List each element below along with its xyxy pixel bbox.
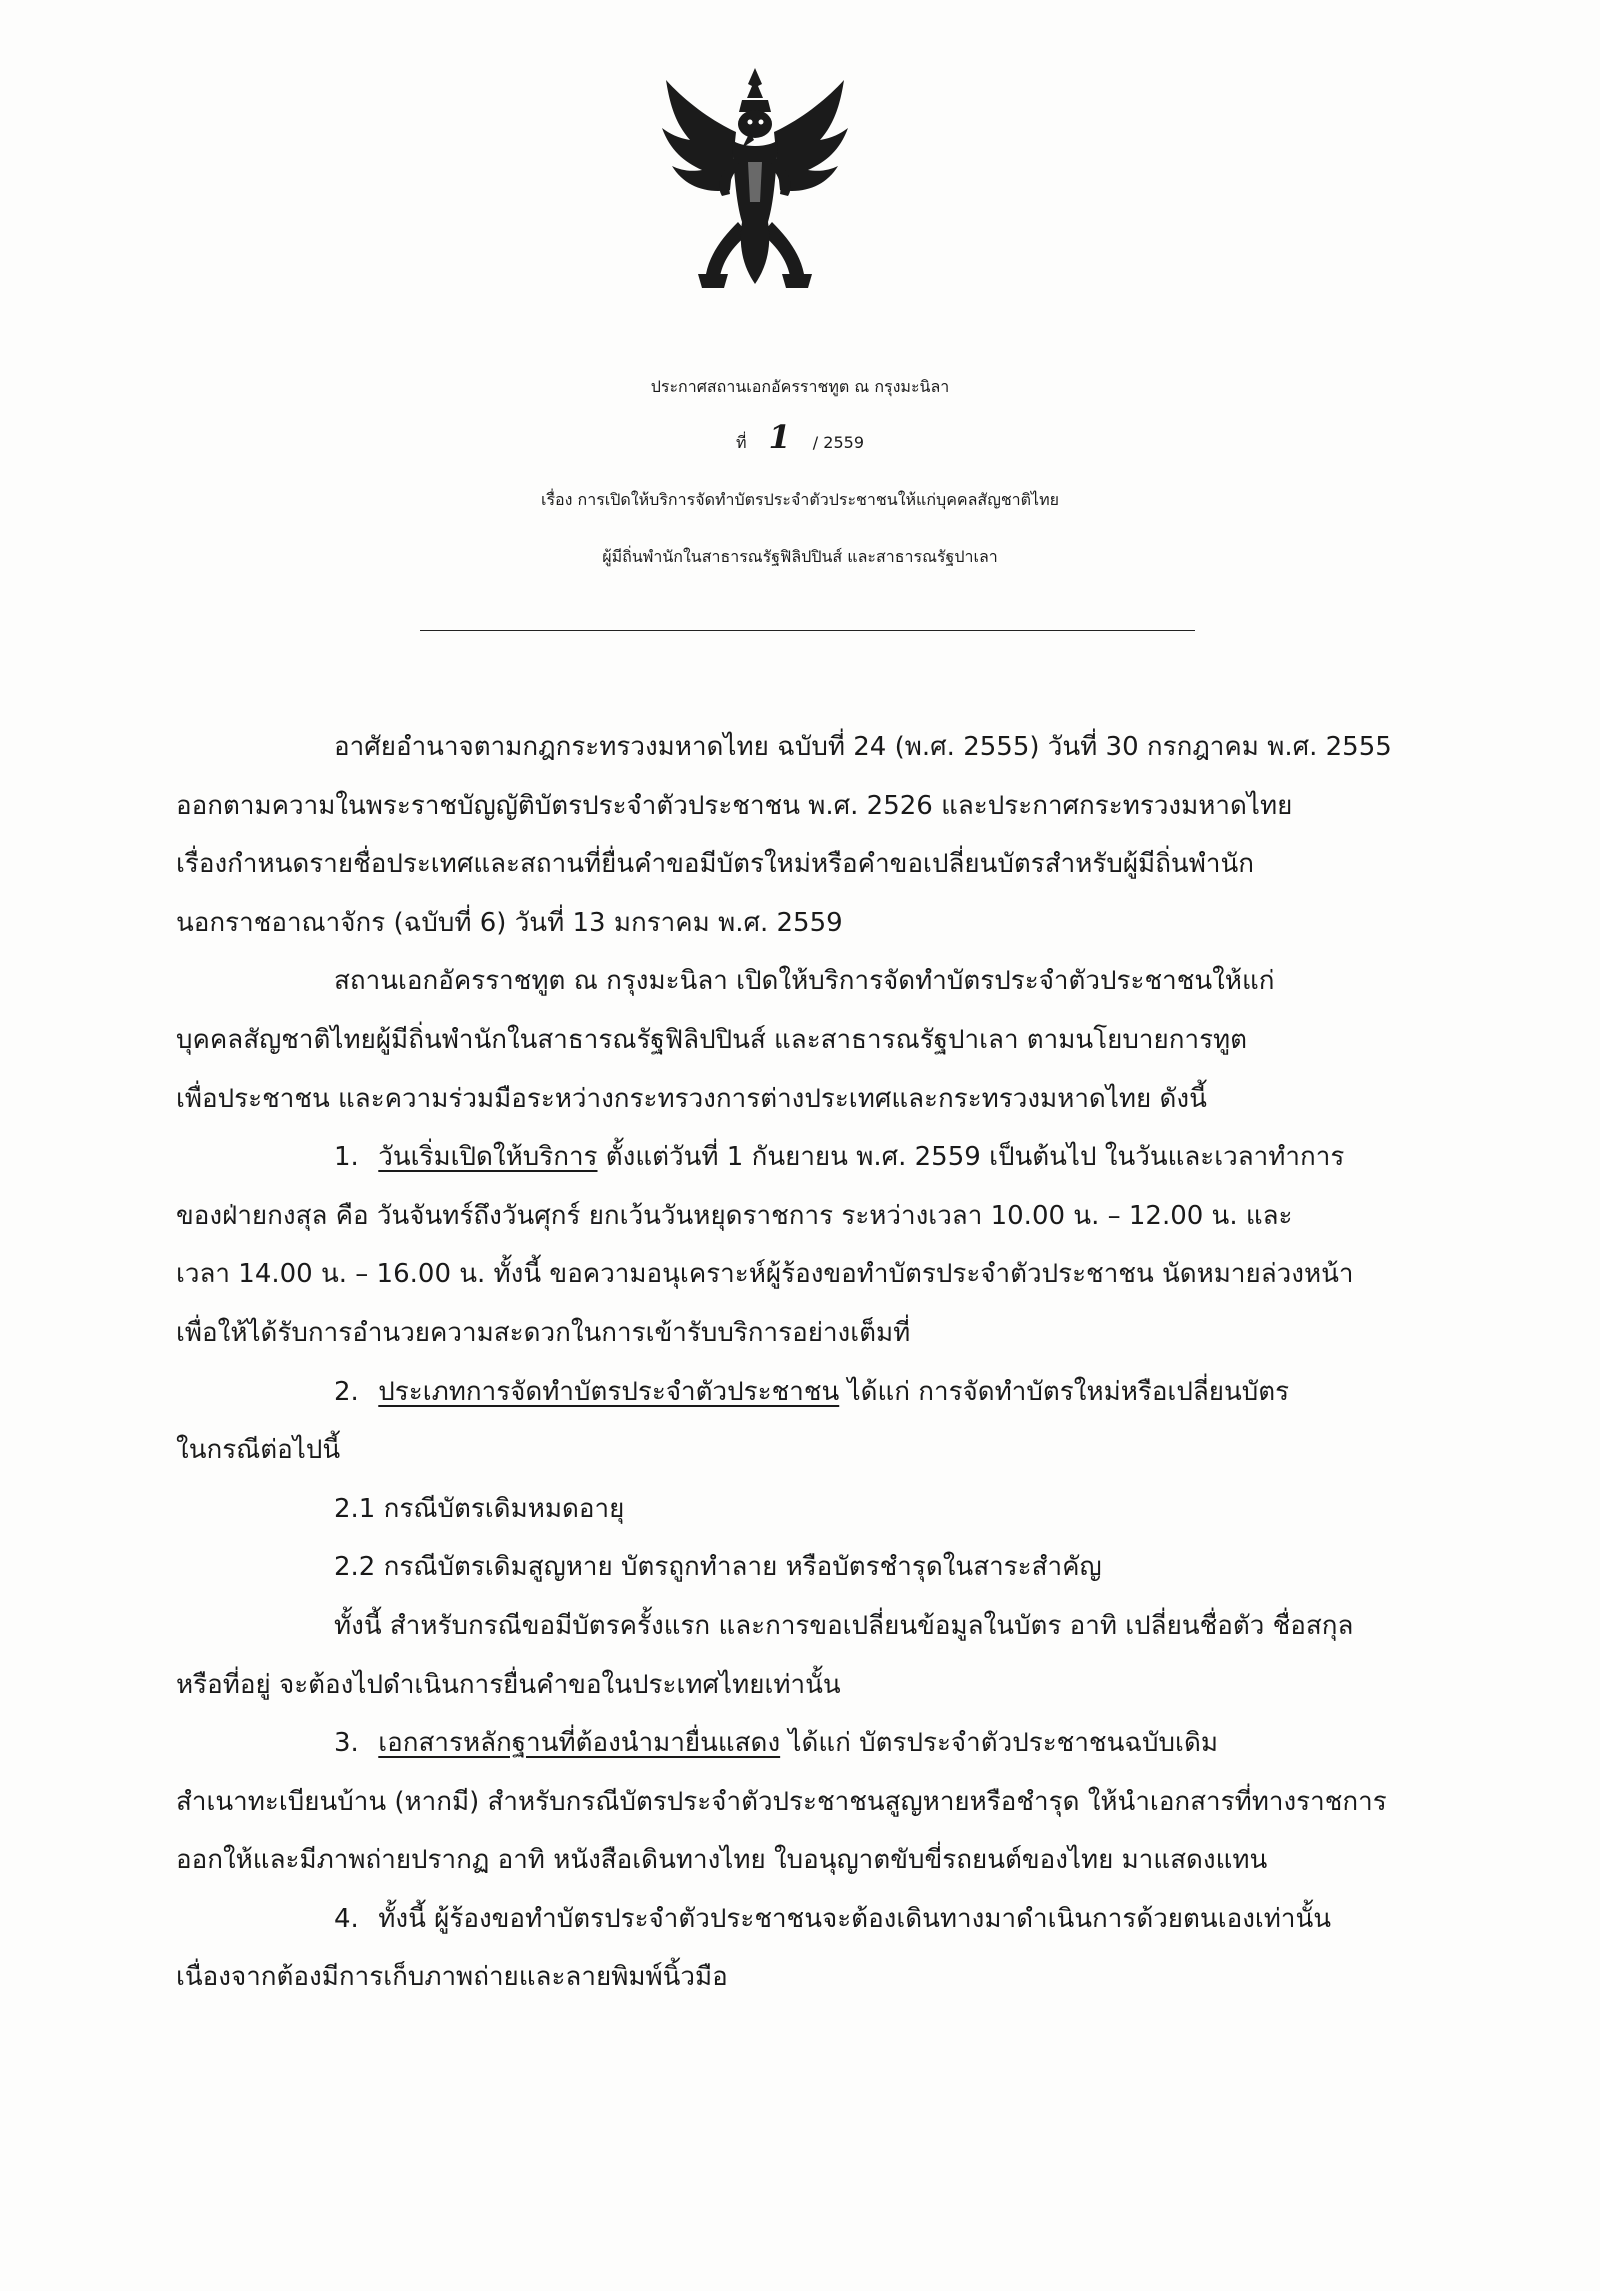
item-number: 4. bbox=[334, 1903, 359, 1934]
paragraph-line: เนื่องจากต้องมีการเก็บภาพถ่ายและลายพิมพ์นิ้วมือ bbox=[176, 1962, 728, 1993]
title-divider bbox=[420, 630, 1195, 631]
list-item bbox=[176, 1128, 1446, 1187]
item-title: เอกสารหลักฐานที่ต้องนำมายื่นแสดง bbox=[378, 1728, 781, 1759]
item-text: ทั้งนี้ ผู้ร้องขอทำบัตรประจำตัวประชาชนจะต้องเดินทางมาดำเนินการด้วยตนเองเท่านั้น bbox=[378, 1903, 1332, 1934]
item-title: วันเริ่มเปิดให้บริการ bbox=[378, 1142, 598, 1173]
sub-item: 2.1 กรณีบัตรเดิมหมดอายุ bbox=[334, 1493, 625, 1524]
announcement-number bbox=[0, 420, 1600, 460]
handwritten-number: 1 bbox=[768, 418, 791, 456]
item-number: 3. bbox=[334, 1728, 359, 1759]
subject-line-2: ผู้มีถิ่นพำนักในสาธารณรัฐฟิลิปปินส์ และสาธารณรัฐปาเลา bbox=[602, 547, 998, 566]
paragraph-line: สถานเอกอัครราชทูต ณ กรุงมะนิลา เปิดให้บริการจัดทำบัตรประจำตัวประชาชนให้แก่ bbox=[334, 966, 1275, 997]
paragraph-line: ทั้งนี้ สำหรับกรณีขอมีบัตรครั้งแรก และการขอเปลี่ยนข้อมูลในบัตร อาทิ เปลี่ยนชื่อตัว ชื่อสกุล bbox=[334, 1610, 1354, 1641]
item-title: ประเภทการจัดทำบัตรประจำตัวประชาชน bbox=[378, 1376, 840, 1407]
paragraph-line: สำเนาทะเบียนบ้าน (หากมี) สำหรับกรณีบัตรประจำตัวประชาชนสูญหายหรือชำรุด ให้นำเอกสารที่ทางราชการ bbox=[176, 1786, 1387, 1817]
subject-line-1: เรื่อง การเปิดให้บริการจัดทำบัตรประจำตัวประชาชนให้แก่บุคคลสัญชาติไทย bbox=[540, 490, 1060, 509]
list-item bbox=[176, 1363, 1446, 1422]
paragraph-line: เพื่อให้ได้รับการอำนวยความสะดวกในการเข้ารับบริการอย่างเต็มที่ bbox=[176, 1317, 911, 1348]
number-year: / 2559 bbox=[812, 433, 864, 452]
paragraph-line: ในกรณีต่อไปนี้ bbox=[176, 1435, 341, 1466]
list-item bbox=[176, 1714, 1446, 1773]
paragraph-line: ของฝ่ายกงสุล คือ วันจันทร์ถึงวันศุกร์ ยกเว้นวันหยุดราชการ ระหว่างเวลา 10.00 น. – 12.00 น. และ bbox=[176, 1200, 1293, 1231]
garuda-emblem-icon bbox=[650, 62, 860, 302]
paragraph-line: หรือที่อยู่ จะต้องไปดำเนินการยื่นคำขอในประเทศไทยเท่านั้น bbox=[176, 1669, 841, 1700]
item-text: ได้แก่ บัตรประจำตัวประชาชนฉบับเดิม bbox=[780, 1728, 1218, 1759]
item-number: 2. bbox=[334, 1376, 359, 1407]
item-text: ได้แก่ การจัดทำบัตรใหม่หรือเปลี่ยนบัตร bbox=[839, 1376, 1290, 1407]
paragraph-line: บุคคลสัญชาติไทยผู้มีถิ่นพำนักในสาธารณรัฐฟิลิปปินส์ และสาธารณรัฐปาเลา ตามนโยบายการทูต bbox=[176, 1024, 1248, 1055]
paragraph-line: เพื่อประชาชน และความร่วมมือระหว่างกระทรวงการต่างประเทศและกระทรวงมหาดไทย ดังนี้ bbox=[176, 1083, 1207, 1114]
paragraph-line: อาศัยอำนาจตามกฎกระทรวงมหาดไทย ฉบับที่ 24 (พ.ศ. 2555) วันที่ 30 กรกฎาคม พ.ศ. 2555 bbox=[334, 732, 1392, 762]
sub-item: 2.2 กรณีบัตรเดิมสูญหาย บัตรถูกทำลาย หรือบัตรชำรุดในสาระสำคัญ bbox=[334, 1552, 1102, 1583]
paragraph-line: เรื่องกำหนดรายชื่อประเทศและสถานที่ยื่นคำขอมีบัตรใหม่หรือคำขอเปลี่ยนบัตรสำหรับผู้มีถิ่นพำนัก bbox=[176, 849, 1254, 880]
paragraph-line: นอกราชอาณาจักร (ฉบับที่ 6) วันที่ 13 มกราคม พ.ศ. 2559 bbox=[176, 907, 843, 938]
list-item bbox=[176, 1890, 1446, 1949]
announcement-title: ประกาศสถานเอกอัครราชทูต ณ กรุงมะนิลา bbox=[650, 377, 950, 396]
paragraph-line: ออกตามความในพระราชบัญญัติบัตรประจำตัวประชาชน พ.ศ. 2526 และประกาศกระทรวงมหาดไทย bbox=[176, 790, 1293, 821]
paragraph-line: ออกให้และมีภาพถ่ายปรากฏ อาทิ หนังสือเดินทางไทย ใบอนุญาตขับขี่รถยนต์ของไทย มาแสดงแทน bbox=[176, 1845, 1268, 1876]
item-text: ตั้งแต่วันที่ 1 กันยายน พ.ศ. 2559 เป็นต้นไป ในวันและเวลาทำการ bbox=[597, 1142, 1345, 1173]
item-number: 1. bbox=[334, 1142, 359, 1173]
number-prefix: ที่ bbox=[735, 433, 747, 452]
document-body bbox=[176, 718, 1446, 2007]
paragraph-line: เวลา 14.00 น. – 16.00 น. ทั้งนี้ ขอความอนุเคราะห์ผู้ร้องขอทำบัตรประจำตัวประชาชน นัดหมายล่วงหน้า bbox=[176, 1259, 1354, 1290]
